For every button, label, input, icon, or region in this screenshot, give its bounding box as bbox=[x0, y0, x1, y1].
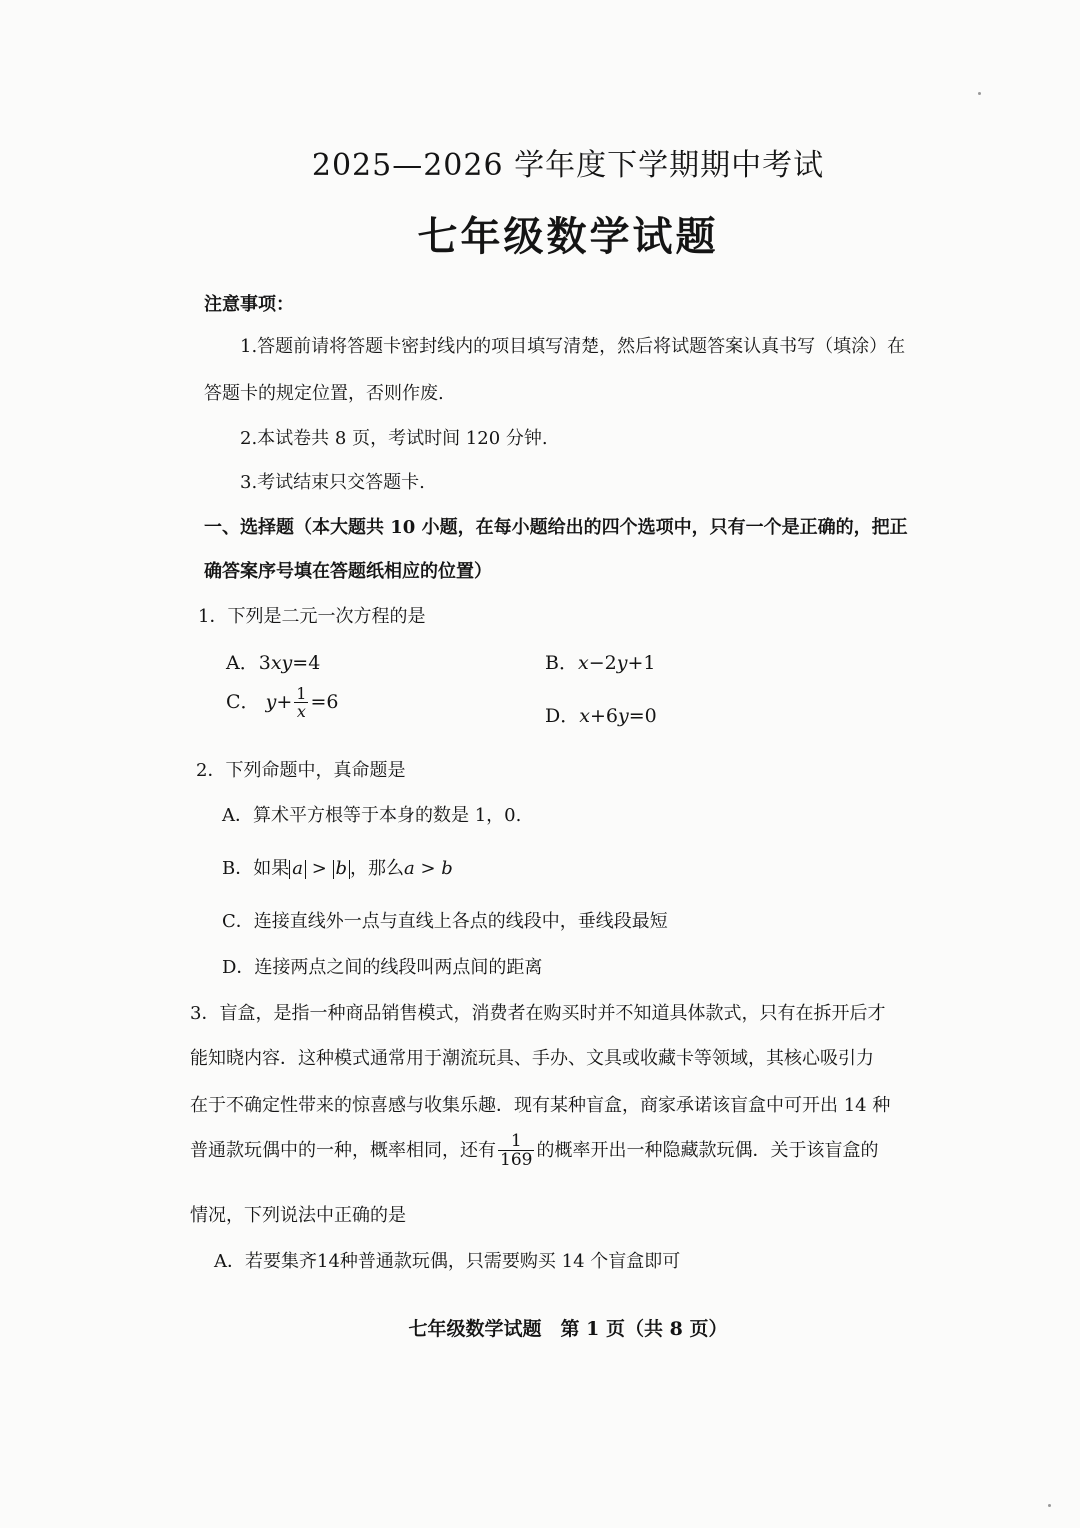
q2-stem: 2．下列命题中，真命题是 bbox=[196, 760, 406, 781]
q3-line-4 bbox=[190, 1133, 878, 1169]
q1-option-d-rhs: =0 bbox=[628, 705, 657, 727]
q1-option-a-coef: 3 bbox=[258, 652, 271, 674]
q2-option-b-gt: > bbox=[305, 858, 333, 879]
q2-option-b-label: B．如果 bbox=[222, 858, 290, 879]
q2-option-b-abs-a bbox=[289, 860, 306, 879]
q3-line-4-pre: 普通款玩偶中的一种，概率相同，还有 bbox=[190, 1140, 496, 1161]
q1-option-c-plus: + bbox=[276, 691, 293, 713]
q1-option-c-rhs: =6 bbox=[310, 691, 339, 713]
q3-line-1: 3．盲盒，是指一种商品销售模式，消费者在购买时并不知道具体款式，只有在拆开后才 bbox=[190, 1003, 886, 1024]
q3-line-3: 在于不确定性带来的惊喜感与收集乐趣．现有某种盲盒，商家承诺该盲盒中可开出 14 种 bbox=[190, 1095, 891, 1116]
q1-option-b bbox=[545, 648, 655, 675]
q1-stem: 1．下列是二元一次方程的是 bbox=[198, 606, 426, 627]
q2-option-b-var-b: b bbox=[335, 858, 348, 879]
q2-option-c: C．连接直线外一点与直线上各点的线段中，垂线段最短 bbox=[222, 911, 668, 932]
section-1-heading-line-1: 一、选择题（本大题共 10 小题，在每小题给出的四个选项中，只有一个是正确的，把正 bbox=[204, 517, 908, 538]
q1-option-d-x: x bbox=[579, 705, 590, 727]
section-1-heading-line-2: 确答案序号填在答题纸相应的位置） bbox=[204, 561, 492, 582]
q3-fraction-denominator: 169 bbox=[500, 1150, 533, 1170]
q1-option-a-rhs: =4 bbox=[292, 652, 321, 674]
q3-line-2: 能知晓内容．这种模式通常用于潮流玩具、手办、文具或收藏卡等领域，其核心吸引力 bbox=[190, 1048, 874, 1069]
scan-speck bbox=[978, 92, 981, 95]
notice-item-2: 2.本试卷共 8 页，考试时间 120 分钟. bbox=[240, 428, 548, 449]
q2-option-d: D．连接两点之间的线段叫两点间的距离 bbox=[222, 957, 543, 978]
q1-option-d-label: D． bbox=[545, 705, 580, 727]
q2-option-a: A．算术平方根等于本身的数是 1，0. bbox=[222, 805, 522, 826]
notice-heading: 注意事项： bbox=[204, 294, 294, 315]
q1-option-b-tail: +1 bbox=[627, 652, 656, 674]
scan-speck bbox=[1048, 1504, 1051, 1507]
q1-option-d-mid: +6 bbox=[589, 705, 618, 727]
q2-option-b-conclusion: a > b bbox=[404, 858, 453, 879]
q3-line-4-post: 的概率开出一种隐藏款玩偶．关于该盲盒的 bbox=[536, 1140, 879, 1161]
q1-option-b-y: y bbox=[616, 652, 628, 674]
q3-line-5: 情况，下列说法中正确的是 bbox=[190, 1205, 406, 1226]
q1-option-b-label: B． bbox=[545, 652, 578, 674]
q3-probability-fraction bbox=[498, 1133, 534, 1169]
q2-option-b-then: ，那么 bbox=[350, 858, 405, 879]
q3-option-a: A．若要集齐14种普通款玩偶，只需要购买 14 个盲盒即可 bbox=[214, 1251, 681, 1272]
notice-item-1-line-1: 1.答题前请将答题卡密封线内的项目填写清楚，然后将试题答案认真书写（填涂）在 bbox=[240, 336, 906, 357]
q1-option-a-var: xy bbox=[270, 652, 293, 674]
q1-option-a-label: A． bbox=[226, 652, 259, 674]
q2-option-b bbox=[222, 854, 453, 880]
notice-item-3: 3.考试结束只交答题卡. bbox=[240, 472, 425, 493]
q1-option-c-label: C． bbox=[226, 691, 260, 713]
q1-option-c-denominator: x bbox=[294, 702, 308, 720]
exam-title: 七年级数学试题 bbox=[417, 213, 719, 260]
q1-option-d bbox=[545, 701, 657, 728]
q1-option-b-mid: −2 bbox=[588, 652, 617, 674]
q1-option-b-x: x bbox=[577, 652, 589, 674]
q1-option-c bbox=[226, 686, 338, 720]
q3-fraction-numerator: 1 bbox=[510, 1131, 522, 1151]
exam-subtitle: 2025—2026 学年度下学期期中考试 bbox=[311, 148, 825, 183]
q2-option-b-var-a: a bbox=[292, 858, 303, 879]
q1-option-c-numerator: 1 bbox=[296, 684, 307, 703]
q1-option-a bbox=[226, 648, 320, 675]
q1-option-d-y: y bbox=[617, 705, 629, 727]
q1-option-c-y: y bbox=[265, 691, 277, 713]
page-footer: 七年级数学试题 第 1 页（共 8 页） bbox=[408, 1318, 728, 1340]
q2-option-b-abs-b bbox=[333, 860, 351, 879]
notice-item-1-line-2: 答题卡的规定位置，否则作废. bbox=[204, 383, 444, 404]
q1-option-c-fraction bbox=[294, 686, 308, 720]
